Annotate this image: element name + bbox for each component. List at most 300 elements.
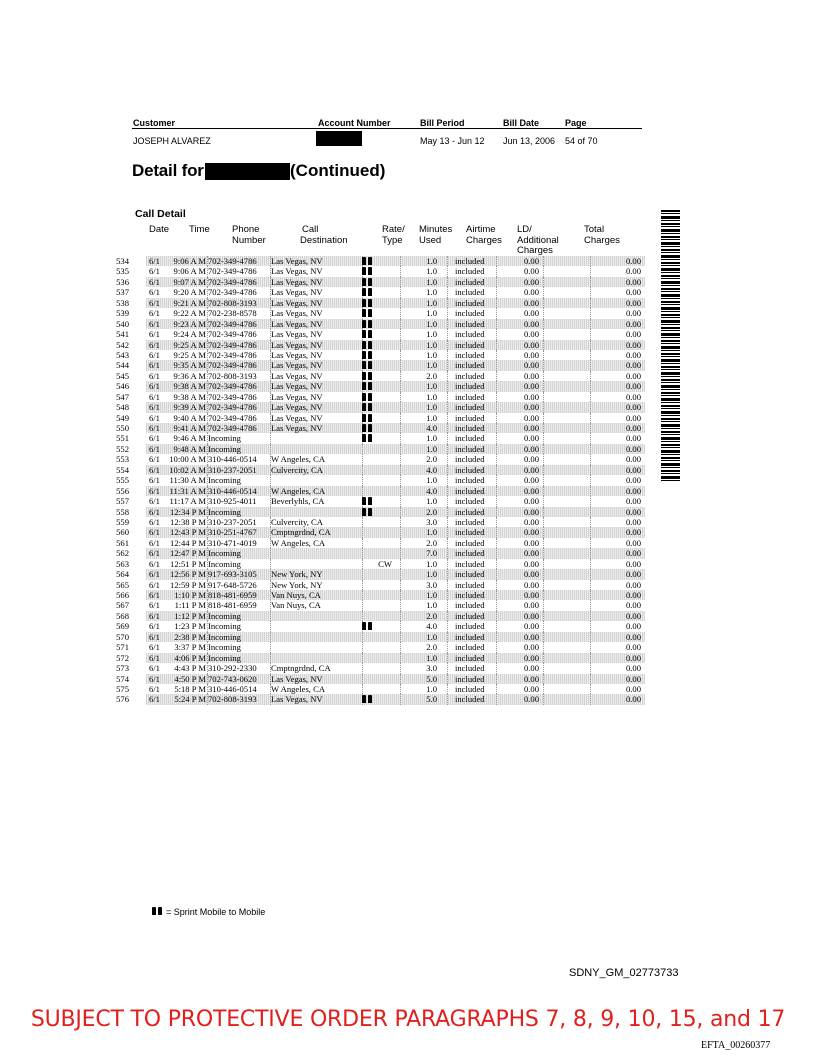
table-row bbox=[116, 391, 645, 402]
call-destination: Las Vegas, NV bbox=[271, 423, 323, 433]
total-charges: 0.00 bbox=[625, 527, 641, 538]
call-time: 9:38 A M bbox=[173, 391, 206, 402]
minutes-used: 1.0 bbox=[426, 600, 437, 611]
bill-date-value: Jun 13, 2006 bbox=[503, 136, 556, 146]
airtime-charges: included bbox=[455, 308, 485, 319]
call-destination: Van Nuys, CA bbox=[271, 600, 321, 611]
phone-number: 702-349-4786 bbox=[208, 349, 257, 360]
col-minutes-used: Minutes Used bbox=[419, 224, 453, 246]
row-number: 555 bbox=[116, 475, 129, 486]
row-number: 553 bbox=[116, 454, 129, 465]
phone-number: 702-349-4786 bbox=[208, 266, 257, 277]
minutes-used: 3.0 bbox=[426, 663, 437, 674]
phone-number: 702-349-4786 bbox=[208, 423, 257, 433]
total-charges: 0.00 bbox=[625, 694, 641, 705]
call-destination: Las Vegas, NV bbox=[271, 349, 323, 360]
table-row bbox=[116, 308, 645, 319]
call-destination: Las Vegas, NV bbox=[271, 276, 323, 287]
call-destination: Las Vegas, NV bbox=[271, 391, 323, 402]
call-date: 6/1 bbox=[149, 621, 160, 632]
ld-charges: 0.00 bbox=[523, 308, 539, 319]
phone-number: Incoming bbox=[208, 548, 241, 559]
airtime-charges: included bbox=[455, 600, 485, 611]
table-row bbox=[116, 485, 645, 496]
row-number: 569 bbox=[116, 621, 129, 632]
minutes-used: 1.0 bbox=[426, 443, 437, 454]
rate-type bbox=[362, 329, 392, 339]
call-date: 6/1 bbox=[149, 266, 160, 277]
phone-number: 702-349-4786 bbox=[208, 329, 257, 340]
rate-type bbox=[362, 496, 392, 506]
row-number: 573 bbox=[116, 663, 129, 674]
bill-period-label: Bill Period bbox=[420, 118, 465, 128]
call-destination: Las Vegas, NV bbox=[271, 329, 323, 340]
call-date: 6/1 bbox=[149, 370, 160, 381]
table-row bbox=[116, 266, 645, 277]
mobile-to-mobile-icon bbox=[362, 393, 373, 401]
ld-charges: 0.00 bbox=[523, 506, 539, 517]
call-destination: Las Vegas, NV bbox=[271, 308, 323, 319]
call-time: 10:02 A M bbox=[169, 464, 206, 475]
airtime-charges: included bbox=[455, 423, 485, 433]
minutes-used: 1.0 bbox=[426, 652, 437, 663]
mobile-to-mobile-icon bbox=[362, 403, 373, 411]
total-charges: 0.00 bbox=[625, 569, 641, 580]
rate-type bbox=[362, 277, 392, 287]
call-destination: Las Vegas, NV bbox=[271, 297, 323, 308]
row-number: 557 bbox=[116, 496, 129, 507]
airtime-charges: included bbox=[455, 485, 485, 496]
call-time: 9:07 A M bbox=[173, 276, 206, 287]
rate-type bbox=[362, 392, 392, 402]
legend bbox=[152, 907, 265, 917]
minutes-used: 1.0 bbox=[426, 318, 437, 329]
rate-type bbox=[362, 319, 392, 329]
total-charges: 0.00 bbox=[625, 370, 641, 381]
mobile-to-mobile-icon bbox=[362, 508, 373, 516]
call-time: 1:10 P M bbox=[174, 590, 206, 600]
mobile-to-mobile-icon bbox=[152, 907, 163, 915]
table-row bbox=[116, 642, 645, 653]
total-charges: 0.00 bbox=[625, 475, 641, 486]
phone-number: Incoming bbox=[208, 433, 241, 444]
airtime-charges: included bbox=[455, 318, 485, 329]
airtime-charges: included bbox=[455, 391, 485, 402]
call-destination: Culvercity, CA bbox=[271, 516, 323, 527]
ld-charges: 0.00 bbox=[523, 631, 539, 642]
phone-number: Incoming bbox=[208, 621, 241, 632]
airtime-charges: included bbox=[455, 673, 485, 684]
ld-charges: 0.00 bbox=[523, 349, 539, 360]
ld-charges: 0.00 bbox=[523, 433, 539, 444]
call-date: 6/1 bbox=[149, 349, 160, 360]
table-row bbox=[116, 683, 645, 694]
call-date: 6/1 bbox=[149, 516, 160, 527]
airtime-charges: included bbox=[455, 339, 485, 350]
airtime-charges: included bbox=[455, 694, 485, 705]
call-date: 6/1 bbox=[149, 360, 160, 371]
rate-type bbox=[362, 381, 392, 391]
row-number: 567 bbox=[116, 600, 129, 611]
phone-number: 702-349-4786 bbox=[208, 402, 257, 413]
ld-charges: 0.00 bbox=[523, 600, 539, 611]
call-destination: Las Vegas, NV bbox=[271, 318, 323, 329]
minutes-used: 2.0 bbox=[426, 506, 437, 517]
minutes-used: 4.0 bbox=[426, 621, 437, 632]
total-charges: 0.00 bbox=[625, 642, 641, 653]
rate-type bbox=[362, 413, 392, 423]
mobile-to-mobile-icon bbox=[362, 382, 373, 390]
row-number: 570 bbox=[116, 631, 129, 642]
total-charges: 0.00 bbox=[625, 506, 641, 517]
row-number: 538 bbox=[116, 297, 129, 308]
mobile-to-mobile-icon bbox=[362, 372, 373, 380]
airtime-charges: included bbox=[455, 464, 485, 475]
airtime-charges: included bbox=[455, 548, 485, 559]
minutes-used: 4.0 bbox=[426, 423, 437, 433]
row-number: 564 bbox=[116, 569, 129, 580]
ld-charges: 0.00 bbox=[523, 516, 539, 527]
call-date: 6/1 bbox=[149, 339, 160, 350]
mobile-to-mobile-icon bbox=[362, 695, 373, 703]
airtime-charges: included bbox=[455, 297, 485, 308]
call-time: 3:37 P M bbox=[174, 642, 206, 653]
rate-type bbox=[362, 256, 392, 266]
phone-number: 702-349-4786 bbox=[208, 339, 257, 350]
call-date: 6/1 bbox=[149, 454, 160, 465]
row-number: 571 bbox=[116, 642, 129, 653]
phone-number: 702-349-4786 bbox=[208, 381, 257, 392]
table-row bbox=[116, 381, 645, 392]
rate-type bbox=[362, 360, 392, 370]
table-row bbox=[116, 423, 645, 433]
total-charges: 0.00 bbox=[625, 621, 641, 632]
call-destination: Las Vegas, NV bbox=[271, 402, 323, 413]
call-date: 6/1 bbox=[149, 590, 160, 600]
call-time: 9:41 A M bbox=[173, 423, 206, 433]
call-destination: Las Vegas, NV bbox=[271, 412, 323, 423]
row-number: 548 bbox=[116, 402, 129, 413]
total-charges: 0.00 bbox=[625, 433, 641, 444]
call-time: 12:56 P M bbox=[170, 569, 206, 580]
minutes-used: 1.0 bbox=[426, 683, 437, 694]
airtime-charges: included bbox=[455, 569, 485, 580]
table-row bbox=[116, 590, 645, 600]
row-number: 549 bbox=[116, 412, 129, 423]
detail-title-redaction bbox=[205, 163, 290, 180]
call-time: 9:21 A M bbox=[173, 297, 206, 308]
minutes-used: 2.0 bbox=[426, 610, 437, 621]
row-number: 551 bbox=[116, 433, 129, 444]
rate-type bbox=[362, 433, 392, 443]
call-date: 6/1 bbox=[149, 663, 160, 674]
airtime-charges: included bbox=[455, 579, 485, 590]
table-row bbox=[116, 475, 645, 486]
table-row bbox=[116, 339, 645, 350]
col-total-charges: Total Charges bbox=[584, 224, 620, 246]
call-date: 6/1 bbox=[149, 548, 160, 559]
phone-number: 702-743-0620 bbox=[208, 673, 257, 684]
table-row bbox=[116, 558, 645, 569]
minutes-used: 1.0 bbox=[426, 391, 437, 402]
bill-date-label: Bill Date bbox=[503, 118, 540, 128]
ld-charges: 0.00 bbox=[523, 694, 539, 705]
table-row bbox=[116, 370, 645, 381]
call-destination: Culvercity, CA bbox=[271, 464, 323, 475]
minutes-used: 1.0 bbox=[426, 569, 437, 580]
ld-charges: 0.00 bbox=[523, 329, 539, 340]
ld-charges: 0.00 bbox=[523, 287, 539, 298]
ld-charges: 0.00 bbox=[523, 569, 539, 580]
phone-number: 702-349-4786 bbox=[208, 318, 257, 329]
call-time: 1:23 P M bbox=[174, 621, 206, 632]
ld-charges: 0.00 bbox=[523, 454, 539, 465]
account-number-label: Account Number bbox=[318, 118, 391, 128]
ld-charges: 0.00 bbox=[523, 652, 539, 663]
mobile-to-mobile-icon bbox=[362, 320, 373, 328]
phone-number: 310-251-4767 bbox=[208, 527, 257, 538]
table-row bbox=[116, 287, 645, 298]
call-time: 12:44 P M bbox=[170, 537, 206, 548]
total-charges: 0.00 bbox=[625, 256, 641, 266]
call-date: 6/1 bbox=[149, 579, 160, 590]
row-number: 568 bbox=[116, 610, 129, 621]
phone-number: 702-808-3193 bbox=[208, 694, 257, 705]
call-time: 5:18 P M bbox=[174, 683, 206, 694]
total-charges: 0.00 bbox=[625, 402, 641, 413]
ld-charges: 0.00 bbox=[523, 621, 539, 632]
airtime-charges: included bbox=[455, 370, 485, 381]
row-number: 550 bbox=[116, 423, 129, 433]
table-row bbox=[116, 610, 645, 621]
call-time: 4:43 P M bbox=[174, 663, 206, 674]
minutes-used: 1.0 bbox=[426, 329, 437, 340]
header-rule bbox=[132, 128, 642, 129]
table-row bbox=[116, 276, 645, 287]
table-row bbox=[116, 537, 645, 548]
call-date: 6/1 bbox=[149, 558, 160, 569]
call-time: 9:22 A M bbox=[173, 308, 206, 319]
ld-charges: 0.00 bbox=[523, 297, 539, 308]
phone-number: 310-292-2330 bbox=[208, 663, 257, 674]
ld-charges: 0.00 bbox=[523, 496, 539, 507]
total-charges: 0.00 bbox=[625, 360, 641, 371]
minutes-used: 1.0 bbox=[426, 402, 437, 413]
call-destination: W Angeles, CA bbox=[271, 537, 326, 548]
airtime-charges: included bbox=[455, 537, 485, 548]
call-date: 6/1 bbox=[149, 318, 160, 329]
phone-number: 917-693-3105 bbox=[208, 569, 257, 580]
table-row bbox=[116, 256, 645, 266]
row-number: 566 bbox=[116, 590, 129, 600]
minutes-used: 5.0 bbox=[426, 694, 437, 705]
table-row bbox=[116, 621, 645, 632]
phone-number: 310-446-0514 bbox=[208, 683, 257, 694]
call-destination: Van Nuys, CA bbox=[271, 590, 321, 600]
call-date: 6/1 bbox=[149, 485, 160, 496]
call-time: 9:06 A M bbox=[173, 266, 206, 277]
call-date: 6/1 bbox=[149, 464, 160, 475]
minutes-used: 1.0 bbox=[426, 475, 437, 486]
row-number: 545 bbox=[116, 370, 129, 381]
minutes-used: 1.0 bbox=[426, 349, 437, 360]
total-charges: 0.00 bbox=[625, 423, 641, 433]
call-destination: Las Vegas, NV bbox=[271, 266, 323, 277]
ld-charges: 0.00 bbox=[523, 673, 539, 684]
airtime-charges: included bbox=[455, 621, 485, 632]
ld-charges: 0.00 bbox=[523, 402, 539, 413]
mobile-to-mobile-icon bbox=[362, 424, 373, 432]
call-destination: W Angeles, CA bbox=[271, 683, 326, 694]
airtime-charges: included bbox=[455, 349, 485, 360]
row-number: 565 bbox=[116, 579, 129, 590]
rate-type bbox=[362, 340, 392, 350]
total-charges: 0.00 bbox=[625, 297, 641, 308]
minutes-used: 1.0 bbox=[426, 412, 437, 423]
call-date: 6/1 bbox=[149, 537, 160, 548]
phone-number: 702-349-4786 bbox=[208, 391, 257, 402]
call-time: 1:11 P M bbox=[174, 600, 206, 611]
row-number: 546 bbox=[116, 381, 129, 392]
minutes-used: 7.0 bbox=[426, 548, 437, 559]
phone-number: Incoming bbox=[208, 475, 241, 486]
phone-number: Incoming bbox=[208, 642, 241, 653]
table-row bbox=[116, 663, 645, 674]
ld-charges: 0.00 bbox=[523, 579, 539, 590]
ld-charges: 0.00 bbox=[523, 381, 539, 392]
row-number: 554 bbox=[116, 464, 129, 475]
call-date: 6/1 bbox=[149, 329, 160, 340]
call-date: 6/1 bbox=[149, 642, 160, 653]
mobile-to-mobile-icon bbox=[362, 330, 373, 338]
row-number: 547 bbox=[116, 391, 129, 402]
rate-type bbox=[362, 350, 392, 360]
airtime-charges: included bbox=[455, 287, 485, 298]
mobile-to-mobile-icon bbox=[362, 414, 373, 422]
call-date: 6/1 bbox=[149, 600, 160, 611]
rate-type bbox=[362, 298, 392, 308]
phone-number: 702-349-4786 bbox=[208, 412, 257, 423]
total-charges: 0.00 bbox=[625, 610, 641, 621]
airtime-charges: included bbox=[455, 516, 485, 527]
total-charges: 0.00 bbox=[625, 464, 641, 475]
ld-charges: 0.00 bbox=[523, 590, 539, 600]
call-destination: Las Vegas, NV bbox=[271, 256, 323, 266]
table-row bbox=[116, 349, 645, 360]
call-date: 6/1 bbox=[149, 652, 160, 663]
call-date: 6/1 bbox=[149, 610, 160, 621]
page-value: 54 of 70 bbox=[565, 136, 598, 146]
phone-number: 702-349-4786 bbox=[208, 360, 257, 371]
table-row bbox=[116, 652, 645, 663]
airtime-charges: included bbox=[455, 610, 485, 621]
call-time: 9:25 A M bbox=[173, 339, 206, 350]
ld-charges: 0.00 bbox=[523, 537, 539, 548]
total-charges: 0.00 bbox=[625, 454, 641, 465]
call-destination: Las Vegas, NV bbox=[271, 673, 323, 684]
rate-type bbox=[362, 621, 392, 631]
phone-number: 310-237-2051 bbox=[208, 516, 257, 527]
total-charges: 0.00 bbox=[625, 276, 641, 287]
airtime-charges: included bbox=[455, 402, 485, 413]
phone-number: 702-349-4786 bbox=[208, 256, 257, 266]
call-date: 6/1 bbox=[149, 527, 160, 538]
airtime-charges: included bbox=[455, 558, 485, 569]
table-row bbox=[116, 516, 645, 527]
mobile-to-mobile-icon bbox=[362, 267, 373, 275]
total-charges: 0.00 bbox=[625, 516, 641, 527]
mobile-to-mobile-icon bbox=[362, 309, 373, 317]
call-date: 6/1 bbox=[149, 287, 160, 298]
col-date: Date bbox=[149, 224, 170, 235]
rate-type bbox=[362, 266, 392, 276]
call-date: 6/1 bbox=[149, 276, 160, 287]
call-time: 9:25 A M bbox=[173, 349, 206, 360]
phone-number: Incoming bbox=[208, 610, 241, 621]
call-destination: Beverlyhls, CA bbox=[271, 496, 325, 507]
airtime-charges: included bbox=[455, 642, 485, 653]
row-number: 540 bbox=[116, 318, 129, 329]
table-row bbox=[116, 443, 645, 454]
minutes-used: 4.0 bbox=[426, 485, 437, 496]
mobile-to-mobile-icon bbox=[362, 288, 373, 296]
table-row bbox=[116, 548, 645, 559]
call-time: 11:30 A M bbox=[169, 475, 206, 486]
phone-number: 310-471-4019 bbox=[208, 537, 257, 548]
call-destination: Las Vegas, NV bbox=[271, 370, 323, 381]
phone-number: 818-481-6959 bbox=[208, 600, 257, 611]
call-time: 4:50 P M bbox=[174, 673, 206, 684]
row-number: 535 bbox=[116, 266, 129, 277]
call-destination: W Angeles, CA bbox=[271, 454, 326, 465]
call-date: 6/1 bbox=[149, 412, 160, 423]
call-date: 6/1 bbox=[149, 443, 160, 454]
total-charges: 0.00 bbox=[625, 349, 641, 360]
airtime-charges: included bbox=[455, 652, 485, 663]
ld-charges: 0.00 bbox=[523, 610, 539, 621]
minutes-used: 1.0 bbox=[426, 276, 437, 287]
minutes-used: 1.0 bbox=[426, 381, 437, 392]
call-date: 6/1 bbox=[149, 506, 160, 517]
minutes-used: 3.0 bbox=[426, 516, 437, 527]
minutes-used: 1.0 bbox=[426, 297, 437, 308]
ld-charges: 0.00 bbox=[523, 464, 539, 475]
call-detail-heading: Call Detail bbox=[135, 208, 186, 220]
row-number: 534 bbox=[116, 256, 129, 266]
call-date: 6/1 bbox=[149, 569, 160, 580]
ld-charges: 0.00 bbox=[523, 443, 539, 454]
call-date: 6/1 bbox=[149, 694, 160, 705]
call-date: 6/1 bbox=[149, 631, 160, 642]
call-destination: W Angeles, CA bbox=[271, 485, 326, 496]
phone-number: 310-446-0514 bbox=[208, 485, 257, 496]
total-charges: 0.00 bbox=[625, 485, 641, 496]
call-date: 6/1 bbox=[149, 381, 160, 392]
call-time: 12:59 P M bbox=[170, 579, 206, 590]
phone-number: Incoming bbox=[208, 631, 241, 642]
table-row bbox=[116, 464, 645, 475]
minutes-used: 1.0 bbox=[426, 287, 437, 298]
airtime-charges: included bbox=[455, 266, 485, 277]
call-destination: Las Vegas, NV bbox=[271, 360, 323, 371]
ld-charges: 0.00 bbox=[523, 663, 539, 674]
minutes-used: 1.0 bbox=[426, 558, 437, 569]
call-time: 12:34 P M bbox=[170, 506, 206, 517]
airtime-charges: included bbox=[455, 433, 485, 444]
call-time: 12:43 P M bbox=[170, 527, 206, 538]
detail-title: Detail for bbox=[132, 161, 204, 180]
col-rate-type: Rate/ Type bbox=[382, 224, 405, 246]
